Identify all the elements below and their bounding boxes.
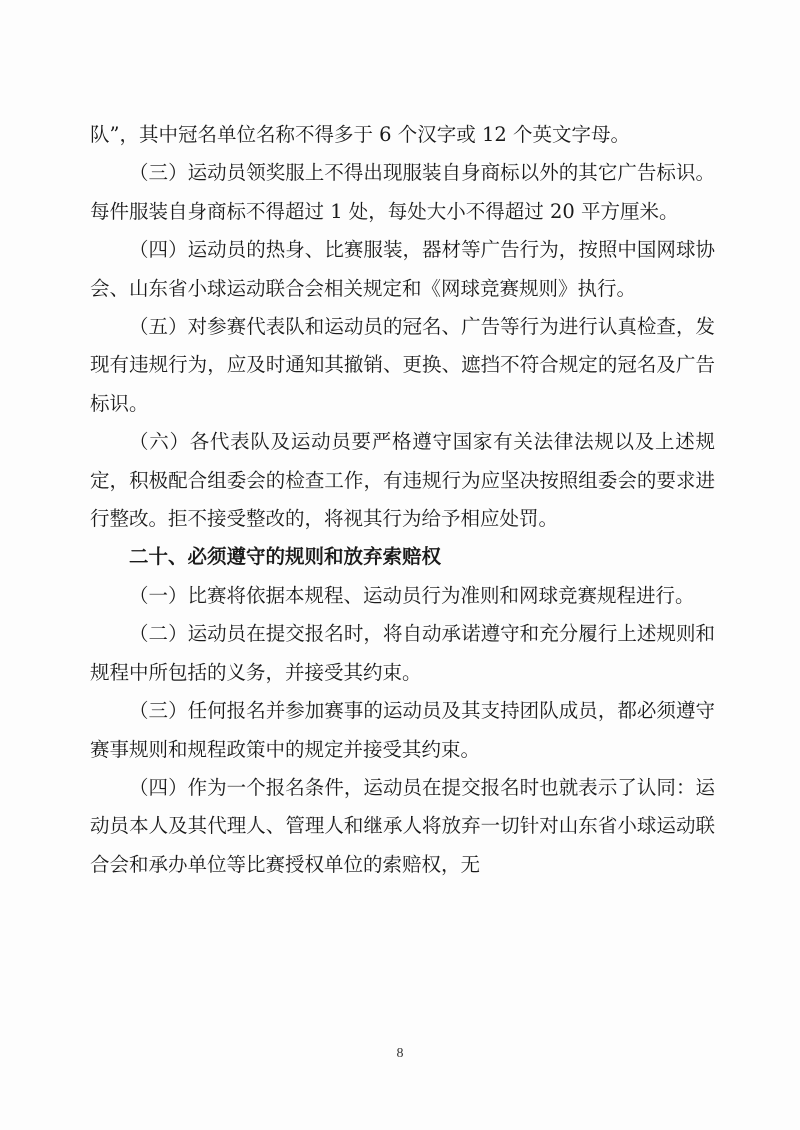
document-body — [90, 116, 715, 884]
paragraph-rule-1: （一）比赛将依据本规程、运动员行为准则和网球竞赛规程进行。 — [129, 583, 695, 607]
paragraph-rule-2: （二）运动员在提交报名时，将自动承诺遵守和充分履行上述规则和规程中所包括的义务，并接受其约束。 — [90, 622, 715, 684]
section-heading-20: 二十、必须遵守的规则和放弃索赔权 — [129, 545, 442, 569]
paragraph-item-6-compliance: （六）各代表队及运动员要严格遵守国家有关法律法规以及上述规定，积极配合组委会的检查工作，有违规行为应坚决按照组委会的要求进行整改。拒不接受整改的，将视其行为给予相应处罚。 — [90, 430, 715, 531]
page-number: 8 — [396, 1046, 404, 1061]
paragraph-rule-3: （三）任何报名并参加赛事的运动员及其支持团队成员，都必须遵守赛事规则和规程政策中的规定并接受其约束。 — [90, 699, 715, 761]
paragraph-item-3-award-uniform: （三）运动员领奖服上不得出现服装自身商标以外的其它广告标识。每件服装自身商标不得超过 1 处，每处大小不得超过 20 平方厘米。 — [90, 161, 715, 223]
paragraph-item-4-warmup-apparel: （四）运动员的热身、比赛服装，器材等广告行为，按照中国网球协会、山东省小球运动联合会相关规定和《网球竞赛规则》执行。 — [90, 238, 715, 300]
paragraph-item-5-inspection: （五）对参赛代表队和运动员的冠名、广告等行为进行认真检查，发现有违规行为，应及时通知其撤销、更换、遮挡不符合规定的冠名及广告标识。 — [90, 315, 715, 415]
paragraph-rule-4: （四）作为一个报名条件，运动员在提交报名时也就表示了认同：运动员本人及其代理人、管理人和继承人将放弃一切针对山东省小球运动联合会和承办单位等比赛授权单位的索赔权，无 — [90, 775, 715, 876]
paragraph-continuation: 队”，其中冠名单位名称不得多于 6 个汉字或 12 个英文字母。 — [90, 123, 630, 146]
